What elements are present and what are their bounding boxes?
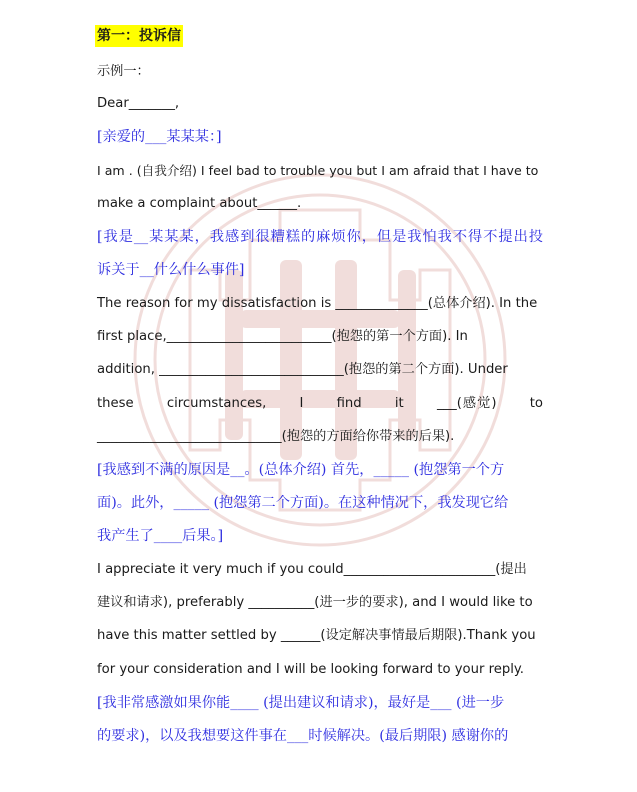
text-line: for your consideration and I will be looking forward to your reply.	[97, 662, 524, 677]
section-title: 第一：投诉信	[95, 25, 183, 47]
example-label: 示例一：	[97, 64, 150, 79]
text-line: addition, ____________________________(抱怨的第二个方面). Under	[97, 362, 508, 377]
text-line: 的要求)，以及我想要这件事在___时候解决。(最后期限) 感谢你的	[97, 728, 509, 744]
text-line: have this matter settled by ______(设定解决事情最后期限).Thank you	[97, 628, 536, 643]
text-line: make a complaint about______.	[97, 196, 302, 211]
text-line: [我感到不满的原因是__。(总体介绍) 首先，_____ (抱怨第一个方	[97, 462, 505, 478]
text-line: 诉关于__什么什么事件]	[97, 262, 245, 278]
text-line: 面)。此外，_____ (抱怨第二个方面)。在这种情况下，我发现它给	[97, 495, 509, 511]
text-line: Dear_______,	[97, 96, 180, 111]
text-line: these circumstances, I find it ___(感觉) to	[97, 396, 543, 411]
text-line: 我产生了____后果。]	[97, 528, 224, 544]
text-line: [亲爱的___某某某：]	[97, 129, 222, 145]
text-line: 建议和请求), preferably __________(进一步的要求), and I would like to	[97, 595, 533, 610]
text-line: I am . (自我介绍) I feel bad to trouble you but I am afraid that I have to	[97, 163, 539, 178]
text-line: [我非常感激如果你能____ (提出建议和请求)，最好是___ (进一步	[97, 695, 505, 711]
text-line: I appreciate it very much if you could_______________________(提出	[97, 562, 527, 577]
text-line: ____________________________(抱怨的方面给你带来的后果).	[97, 429, 455, 444]
text-line: [我是__某某某，我感到很糟糕的麻烦你，但是我怕我不得不提出投	[97, 229, 543, 245]
text-line: The reason for my dissatisfaction is ______________(总体介绍). In the	[97, 296, 538, 311]
text-line: first place,_________________________(抱怨的第一个方面). In	[97, 329, 468, 344]
